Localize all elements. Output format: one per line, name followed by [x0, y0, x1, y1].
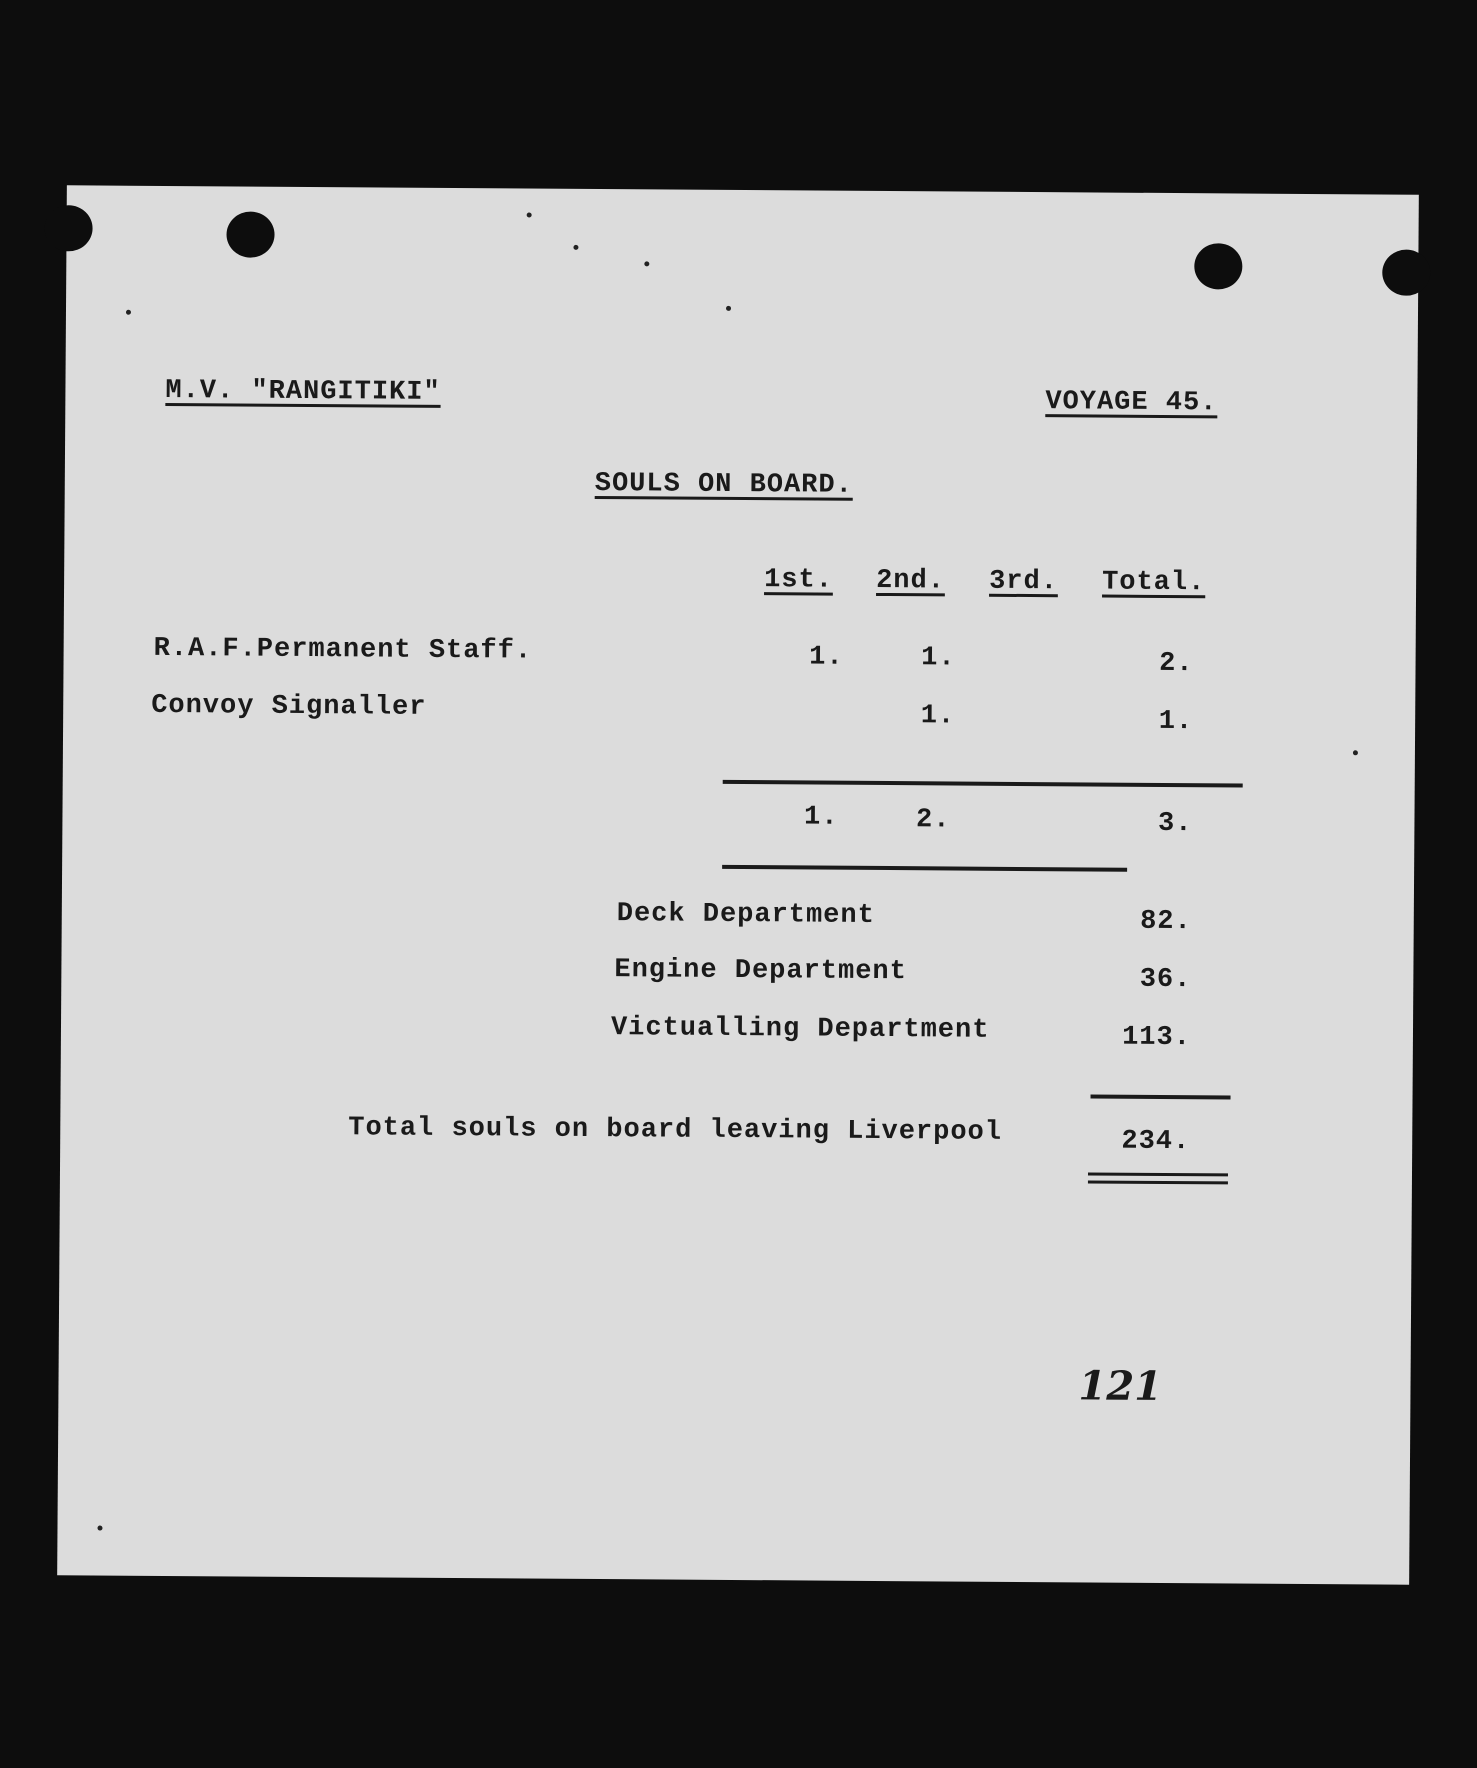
speck	[644, 261, 649, 266]
department-label: Engine Department	[614, 955, 907, 988]
speck	[126, 310, 131, 315]
speck	[1353, 750, 1358, 755]
row-label: R.A.F.Permanent Staff.	[153, 633, 533, 667]
department-value: 113.	[1122, 1022, 1192, 1054]
subtotal-rule	[723, 780, 1243, 788]
row-value-2nd: 1.	[921, 643, 956, 674]
department-value: 36.	[1139, 964, 1192, 996]
subtotal-1st: 1.	[803, 802, 839, 833]
column-header-1st: 1st.	[764, 565, 834, 596]
vessel-name: M.V. "RANGITIKI"	[165, 375, 441, 408]
grand-total-value: 234.	[1121, 1126, 1191, 1158]
subtotal-total: 3.	[1157, 808, 1193, 840]
punch-hole	[44, 205, 92, 251]
column-header-2nd: 2nd.	[876, 565, 946, 597]
column-header-total: Total.	[1102, 567, 1206, 599]
page-number: 121	[1078, 1362, 1163, 1410]
punch-hole	[1194, 243, 1242, 289]
speck	[527, 213, 532, 218]
punch-hole	[226, 211, 274, 257]
row-value-1st: 1.	[809, 642, 844, 673]
department-value: 82.	[1140, 906, 1192, 938]
department-label: Deck Department	[616, 899, 875, 931]
double-rule-bottom	[1088, 1180, 1228, 1184]
document-sheet	[57, 185, 1419, 1584]
row-value-2nd: 1.	[920, 701, 956, 732]
department-label: Victualling Department	[610, 1013, 990, 1046]
double-rule-top	[1088, 1172, 1228, 1176]
grand-total-label: Total souls on board leaving Liverpool	[348, 1113, 1003, 1148]
total-rule	[1091, 1094, 1231, 1099]
row-value-total: 2.	[1159, 648, 1194, 680]
column-header-3rd: 3rd.	[989, 566, 1059, 598]
punch-hole	[1382, 249, 1430, 295]
subtotal-underline	[722, 865, 1127, 872]
row-label: Convoy Signaller	[151, 690, 427, 723]
speck	[726, 306, 731, 311]
speck	[97, 1526, 102, 1531]
voyage-number: VOYAGE 45.	[1045, 387, 1218, 419]
subtotal-2nd: 2.	[915, 805, 951, 836]
document-title: SOULS ON BOARD.	[594, 468, 853, 501]
row-value-total: 1.	[1158, 706, 1194, 738]
speck	[573, 245, 578, 250]
